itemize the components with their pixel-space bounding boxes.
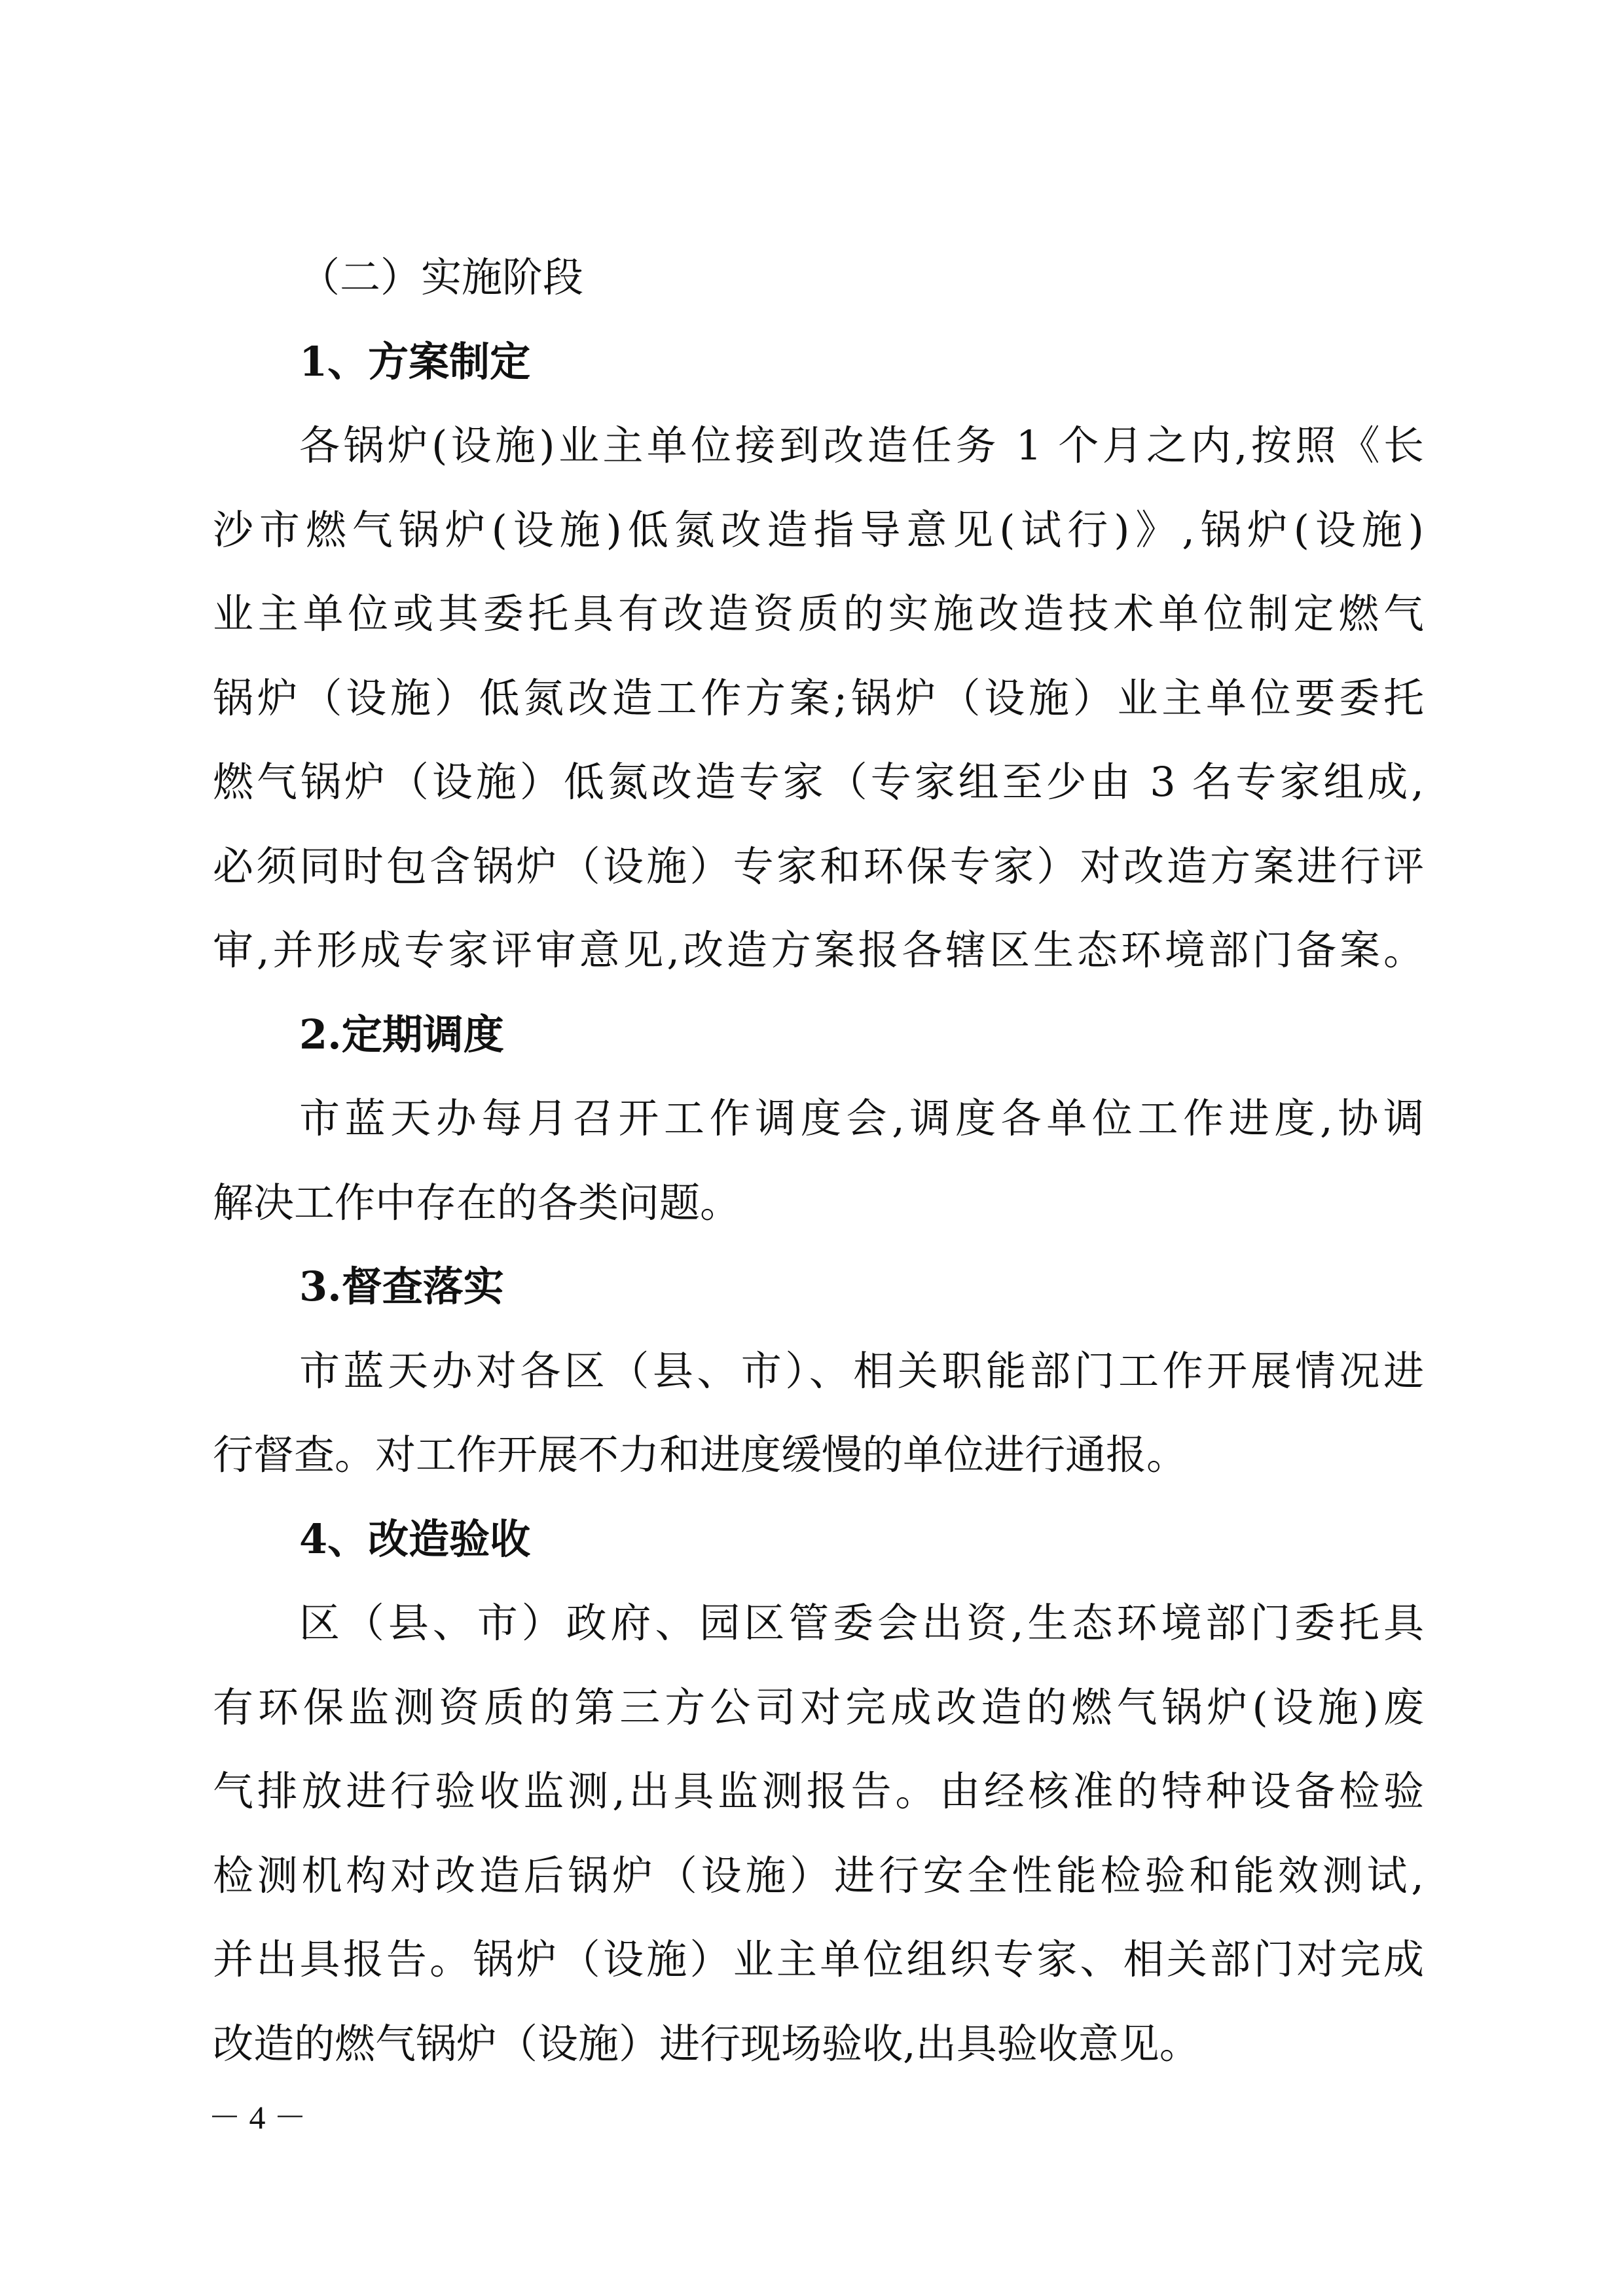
item4-paragraph-line: 气排放进行验收监测,出具监测报告。由经核准的特种设备检验 xyxy=(213,1767,1424,1815)
item1-paragraph-line: 业主单位或其委托具有改造资质的实施改造技术单位制定燃气 xyxy=(213,590,1424,637)
page-number: － 4 － xyxy=(208,2099,306,2136)
item2-paragraph-line: 市蓝天办每月召开工作调度会,调度各单位工作进度,协调 xyxy=(299,1094,1424,1142)
item1-heading: 1、方案制定 xyxy=(299,338,531,386)
item1-paragraph-line: 沙市燃气锅炉(设施)低氮改造指导意见(试行)》,锅炉(设施) xyxy=(213,506,1424,554)
item1-paragraph-line: 燃气锅炉（设施）低氮改造专家（专家组至少由 3 名专家组成, xyxy=(213,758,1424,806)
item4-paragraph-line: 检测机构对改造后锅炉（设施）进行安全性能检验和能效测试, xyxy=(213,1852,1424,1899)
item2-paragraph-line: 解决工作中存在的各类问题。 xyxy=(213,1179,741,1227)
item3-paragraph-line: 行督查。对工作开展不力和进度缓慢的单位进行通报。 xyxy=(213,1431,1188,1479)
section-heading: （二）实施阶段 xyxy=(299,253,584,301)
item1-paragraph-line: 各锅炉(设施)业主单位接到改造任务 1 个月之内,按照《长 xyxy=(299,422,1424,469)
item2-heading: 2.定期调度 xyxy=(299,1011,504,1058)
item3-paragraph-line: 市蓝天办对各区（县、市）、相关职能部门工作开展情况进 xyxy=(299,1347,1424,1395)
item4-paragraph-line: 改造的燃气锅炉（设施）进行现场验收,出具验收意见。 xyxy=(213,2020,1200,2068)
item4-heading: 4、改造验收 xyxy=(299,1515,531,1563)
item1-paragraph-line: 审,并形成专家评审意见,改造方案报各辖区生态环境部门备案。 xyxy=(213,926,1424,974)
item3-heading: 3.督查落实 xyxy=(299,1263,504,1310)
item4-paragraph-line: 有环保监测资质的第三方公司对完成改造的燃气锅炉(设施)废 xyxy=(213,1683,1424,1731)
item1-paragraph-line: 锅炉（设施）低氮改造工作方案;锅炉（设施）业主单位要委托 xyxy=(213,674,1424,722)
item4-paragraph-line: 并出具报告。锅炉（设施）业主单位组织专家、相关部门对完成 xyxy=(213,1935,1424,1983)
item4-paragraph-line: 区（县、市）政府、园区管委会出资,生态环境部门委托具 xyxy=(299,1599,1424,1647)
item1-paragraph-line: 必须同时包含锅炉（设施）专家和环保专家）对改造方案进行评 xyxy=(213,842,1424,890)
